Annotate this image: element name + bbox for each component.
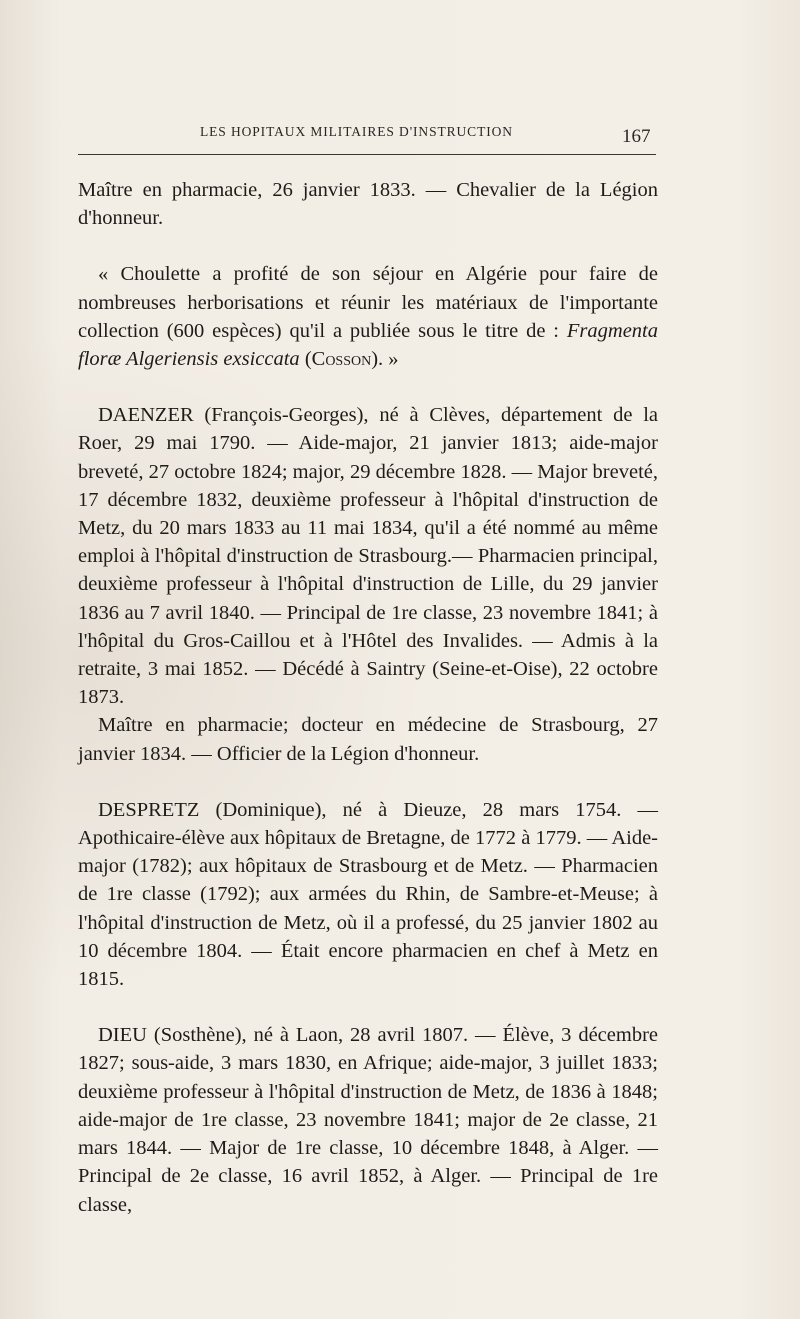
collection-text-b: ( (299, 348, 312, 371)
paragraph-daenzer-career: DAENZER (François-Georges), né à Clèves, département de la Roer, 29 mai 1790. — Aide-major, 21 janvier 1813; aide-major breveté, 27 octobre 1824; major, 29 décembre 1828. — Major breveté, 17 décembre 1832, deuxième professeur à l'hôpital d'instruction de Metz, du 20 mars 1833 au 11 mai 1834, qu'il a été nommé au même emploi à l'hôpital d'instruction de Strasbourg.— Pharmacien principal, deuxième professeur à l'hôpital d'instruction de Lille, du 29 janvier 1836 au 7 avril 1840. — Principal de 1re classe, 23 novembre 1841; à l'hôpital du Gros-Caillou et à l'Hôtel des Invalides. — Admis à la retraite, 3 mai 1852. — Décédé à Saintry (Seine-et-Oise), 22 octobre 1873. (78, 404, 658, 709)
collection-text-c: ). » (371, 348, 399, 371)
paragraph-despretz: DESPRETZ (Dominique), né à Dieuze, 28 mars 1754. — Apothicaire-élève aux hôpitaux de Bretagne, de 1772 à 1779. — Aide-major (1782); aux hôpitaux de Strasbourg et de Metz. — Pharmacien de 1re classe (1792); aux armées du Rhin, de Sambre-et-Meuse; à l'hôpital d'instruction de Metz, où il a professé, du 25 janvier 1802 au 10 décembre 1804. — Était encore pharmacien en chef à Metz en 1815. (78, 798, 658, 991)
page-header (78, 124, 660, 146)
header-rule (78, 154, 656, 155)
paragraph-choulette-collection (78, 260, 658, 373)
collection-author-smallcaps: Cosson (311, 348, 372, 371)
paragraph-choulette-titles: Maître en pharmacie, 26 janvier 1833. — Chevalier de la Légion d'honneur. (78, 179, 658, 230)
running-head: LES HOPITAUX MILITAIRES D'INSTRUCTION (200, 124, 513, 139)
collection-title-italic: Fragmenta floræ Algeriensis exsiccata (78, 319, 658, 371)
paragraph-daenzer-titles: Maître en pharmacie; docteur en médecine de Strasbourg, 27 janvier 1834. — Officier de la Légion d'honneur. (78, 714, 658, 765)
page-number: 167 (622, 126, 651, 147)
collection-text-a: « Choulette a profité de son séjour en Algérie pour faire de nombreuses herborisations et réunir les matériaux de l'importante collection (600 espèces) qu'il a publiée sous le titre de : (78, 263, 658, 342)
body-text (78, 176, 658, 1219)
paragraph-dieu: DIEU (Sosthène), né à Laon, 28 avril 1807. — Élève, 3 décembre 1827; sous-aide, 3 mars 1830, en Afrique; aide-major, 3 juillet 1833; deuxième professeur à l'hôpital d'instruction de Metz, de 1836 à 1848; aide-major de 1re classe, 23 novembre 1841; major de 2e classe, 21 mars 1844. — Major de 1re classe, 10 décembre 1848, à Alger. — Principal de 2e classe, 16 avril 1852, à Alger. — Principal de 1re classe, (78, 1024, 658, 1216)
